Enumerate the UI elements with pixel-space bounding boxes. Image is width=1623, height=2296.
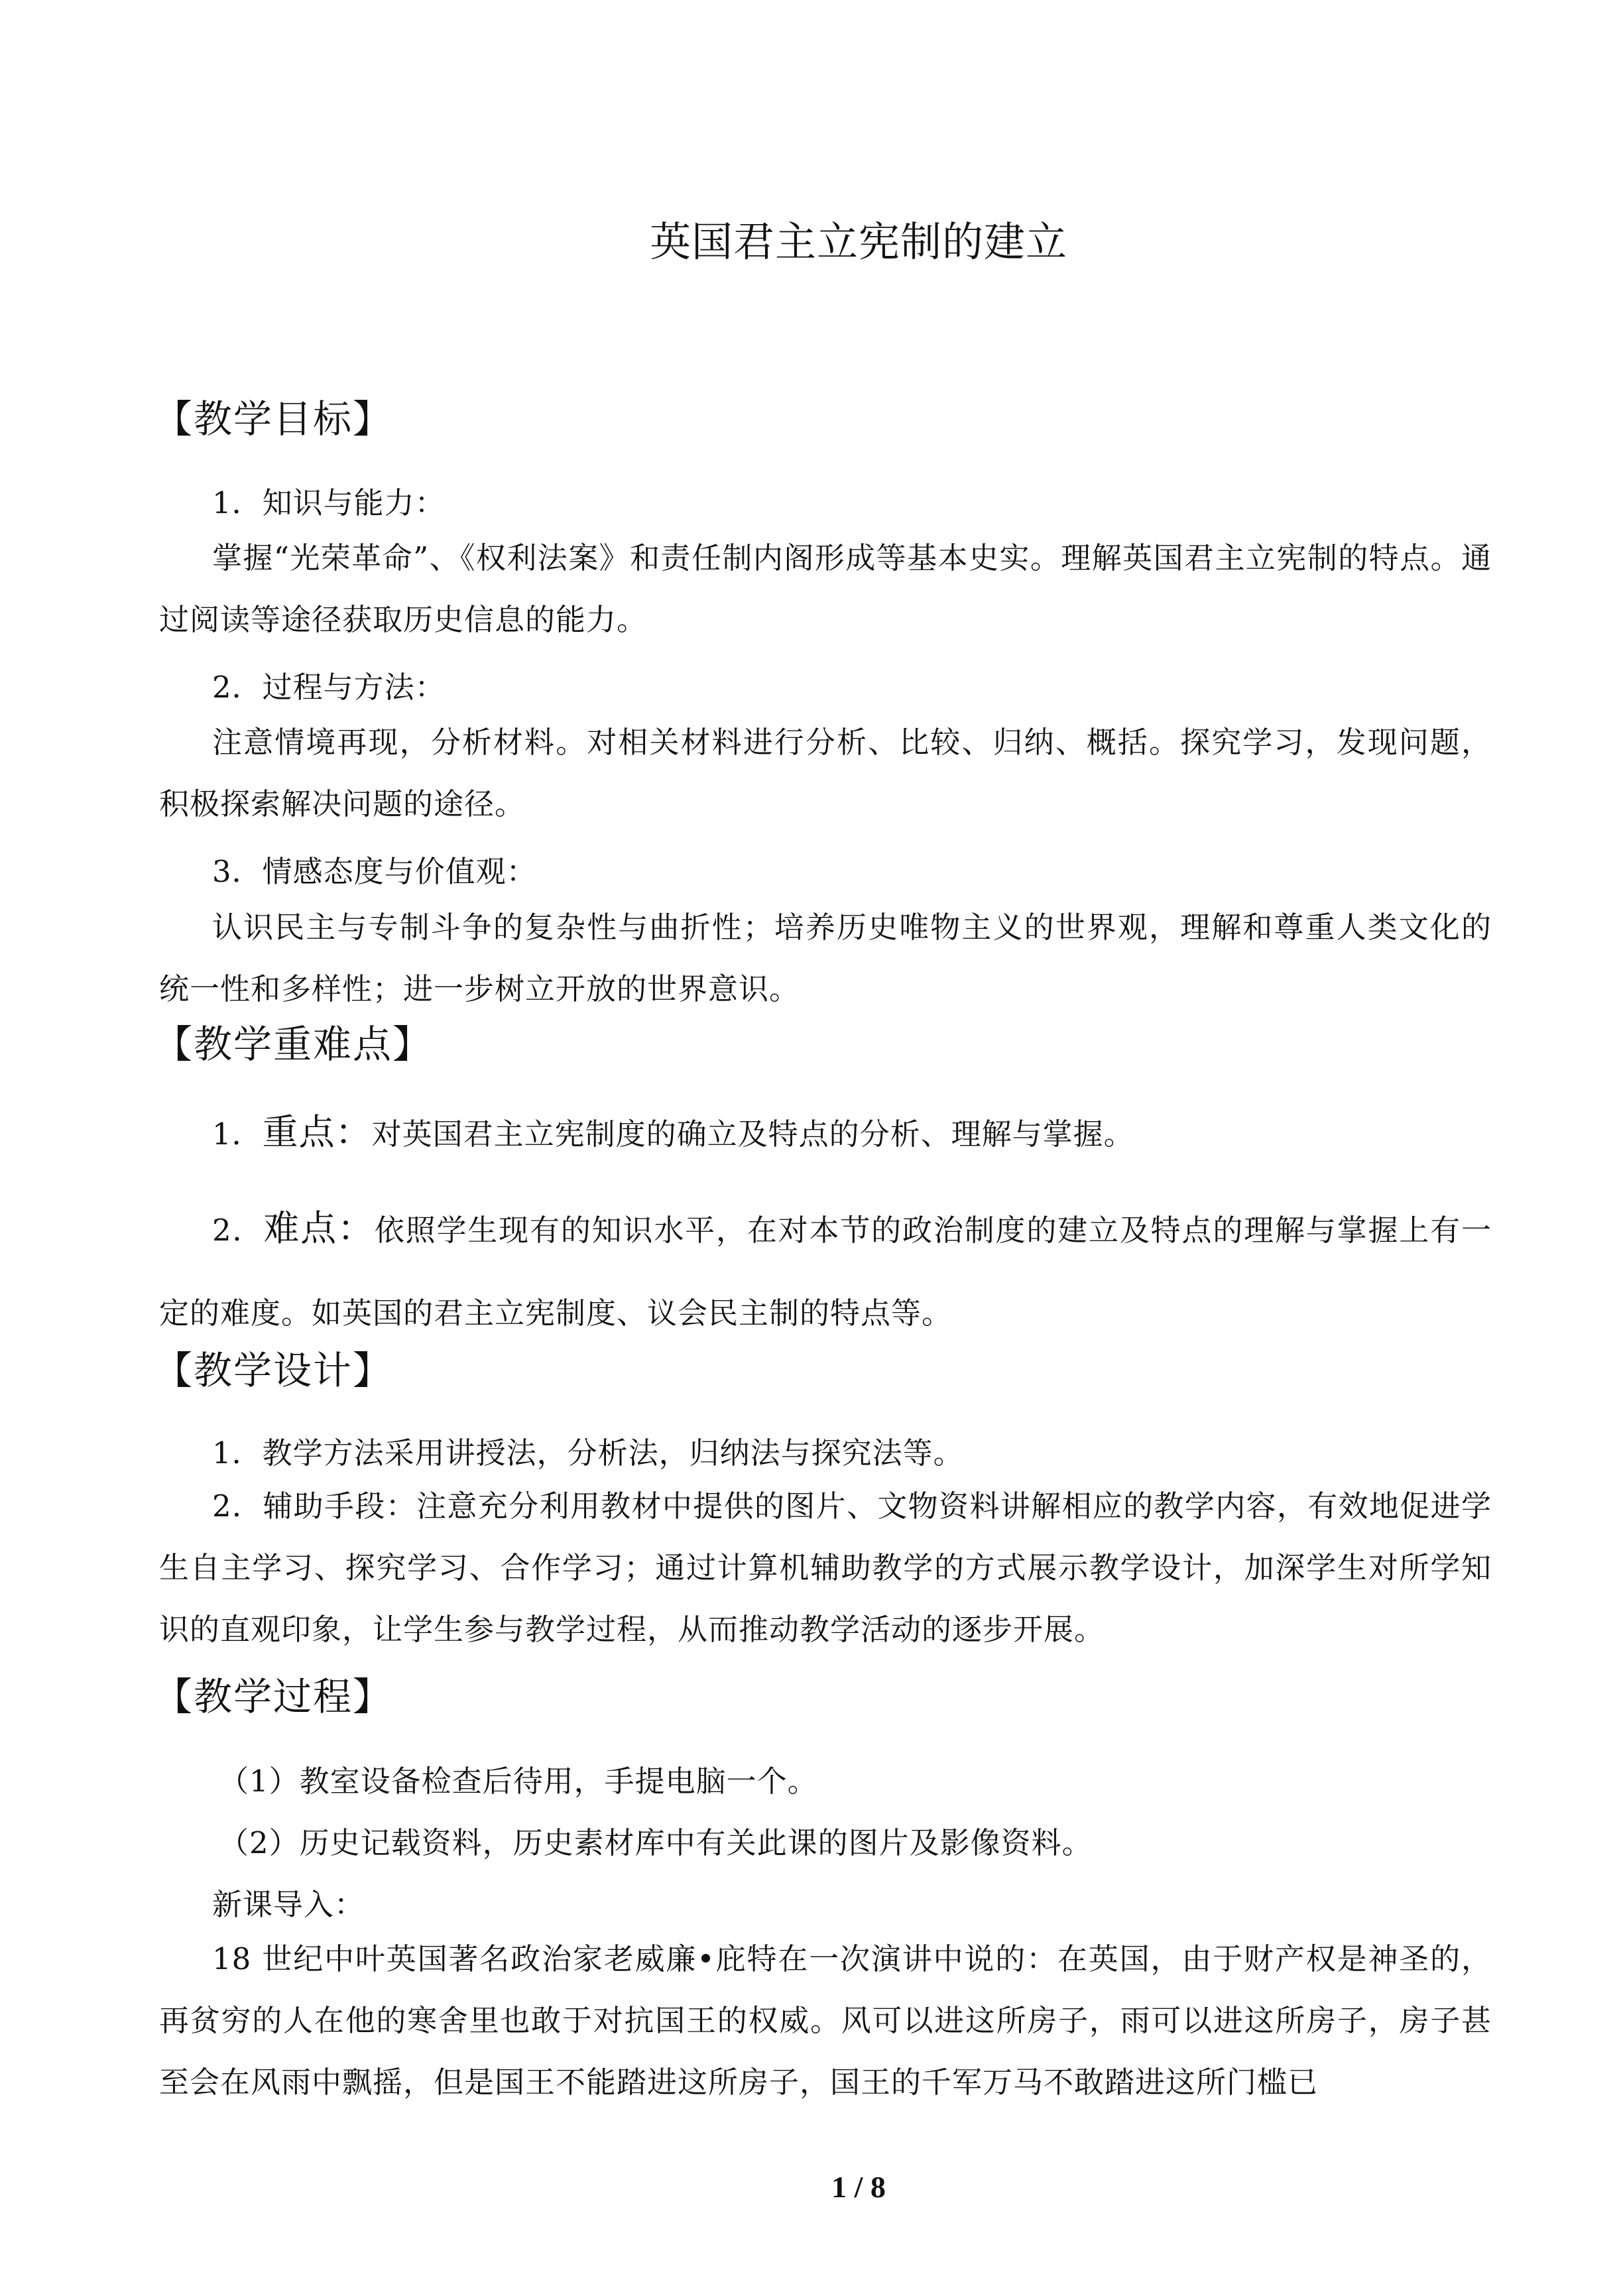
design-item-2: 2．辅助手段：注意充分利用教材中提供的图片、文物资料讲解相应的教学内容，有效地促进学生自主学习、探究学习、合作学习；通过计算机辅助教学的方式展示教学设计，加深学生对所学知识的直观印象，让学生参与教学过程，从而推动教学活动的逐步开展。 bbox=[159, 1488, 1492, 1647]
objective-3-text: 认识民主与专制斗争的复杂性与曲折性；培养历史唯物主义的世界观，理解和尊重人类文化的统一性和多样性；进一步树立开放的世界意识。 bbox=[159, 910, 1492, 1006]
key-point-1 bbox=[212, 1104, 1134, 1155]
objective-3-label: 3．情感态度与价值观： bbox=[212, 854, 537, 889]
key-point-2-label: 难点： bbox=[263, 1207, 375, 1249]
key-point-2-text: 依照学生现有的知识水平，在对本节的政治制度的建立及特点的理解与掌握上有一定的难度。如英国的君主立宪制度、议会民主制的特点等。 bbox=[159, 1213, 1492, 1331]
page-number: 1 / 8 bbox=[831, 2170, 886, 2204]
section-heading-key-points: 【教学重难点】 bbox=[154, 1022, 433, 1067]
key-point-2-number: 2． bbox=[212, 1213, 264, 1248]
objective-1-label: 1．知识与能力： bbox=[212, 485, 446, 520]
prep-item-2: （2）历史记载资料，历史素材库中有关此课的图片及影像资料。 bbox=[219, 1825, 1093, 1860]
key-point-1-text: 对英国君主立宪制度的确立及特点的分析、理解与掌握。 bbox=[371, 1117, 1134, 1152]
section-heading-objectives: 【教学目标】 bbox=[154, 396, 393, 442]
section-heading-process: 【教学过程】 bbox=[154, 1674, 393, 1719]
design-item-1: 1．教学方法采用讲授法，分析法，归纳法与探究法等。 bbox=[212, 1435, 964, 1471]
key-point-2 bbox=[159, 1187, 1492, 1355]
objective-2-text: 注意情境再现，分析材料。对相关材料进行分析、比较、归纳、概括。探究学习，发现问题，积极探索解决问题的途径。 bbox=[159, 725, 1492, 821]
key-point-1-number: 1． bbox=[212, 1117, 263, 1152]
intro-text: 18 世纪中叶英国著名政治家老威廉•庇特在一次演讲中说的：在英国，由于财产权是神圣的，再贫穷的人在他的寒舍里也敢于对抗国王的权威。风可以进这所房子，雨可以进这所房子，房子甚至会在风雨中飘摇，但是国王不能踏进这所房子，国王的千军万马不敢踏进这所门槛已 bbox=[159, 1941, 1492, 2100]
page-title: 英国君主立宪制的建立 bbox=[649, 217, 1067, 266]
intro-label: 新课导入： bbox=[212, 1887, 365, 1922]
key-point-1-label: 重点： bbox=[262, 1111, 372, 1153]
objective-1-text: 掌握“光荣革命”、《权利法案》和责任制内阁形成等基本史实。理解英国君主立宪制的特点。通过阅读等途径获取历史信息的能力。 bbox=[159, 540, 1492, 637]
section-heading-design: 【教学设计】 bbox=[154, 1348, 393, 1393]
prep-item-1: （1）教室设备检查后待用，手提电脑一个。 bbox=[219, 1764, 818, 1799]
objective-2-label: 2．过程与方法： bbox=[212, 670, 446, 705]
